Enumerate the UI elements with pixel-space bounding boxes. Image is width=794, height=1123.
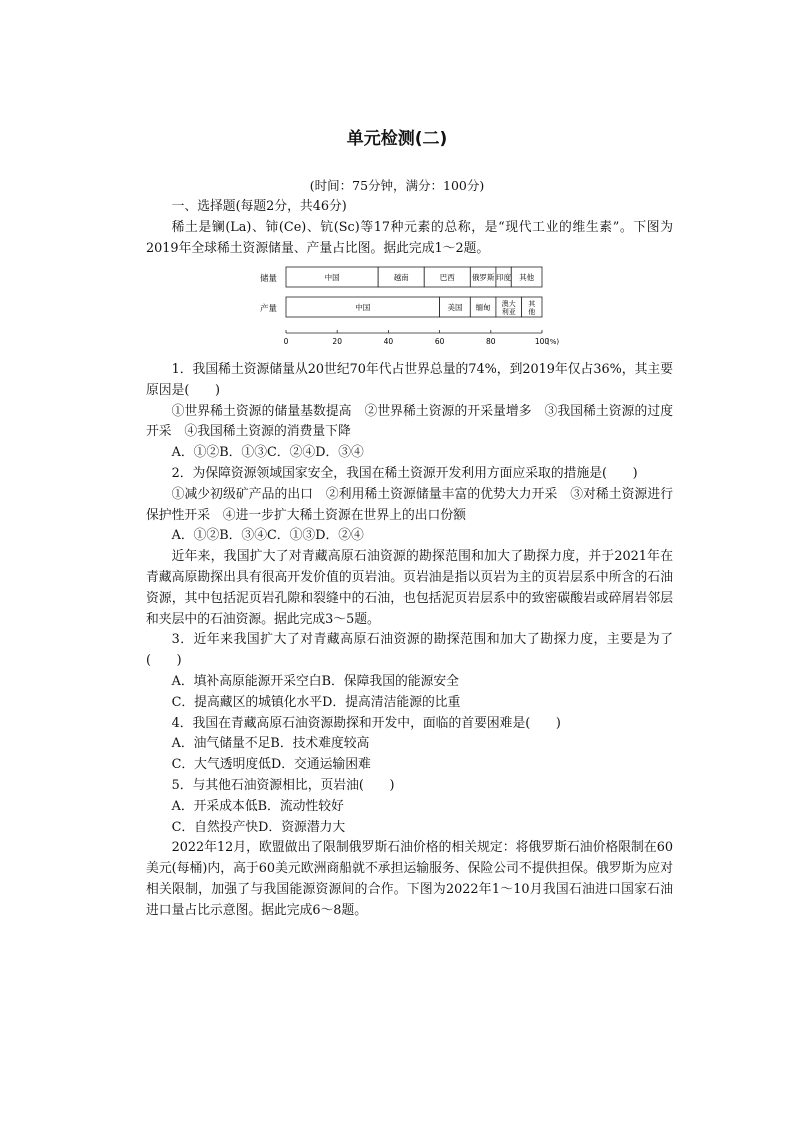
x-tick-label: 20 — [332, 337, 342, 346]
questions-block — [146, 360, 673, 922]
intro-paragraph-1: 稀土是镧(La)、铈(Ce)、钪(Sc)等17种元素的总称，是“现代工业的维生素”。下图为2019年全球稀土资源储量、产量占比图。据此完成1～2题。 — [146, 219, 673, 256]
x-axis-unit: (%) — [547, 338, 560, 346]
question-1-choices: A．①②B．①③C．②④D．③④ — [171, 445, 364, 461]
bar-label: 巴西 — [439, 273, 455, 282]
question-5: 5．与其他石油资源相比，页岩油( ) — [171, 777, 395, 793]
question-2-choices: A．①②B．③④C．①③D．②④ — [171, 528, 364, 544]
section-heading: 一、选择题(每题2分，共46分) — [171, 199, 347, 214]
question-2-statements: ①减少初级矿产品的出口 ②利用稀土资源储量丰富的优势大力开采 ③对稀土资源进行保护性开采 ④进一步扩大稀土资源在世界上的出口份额 — [146, 486, 673, 523]
bar-label: 中国 — [324, 273, 340, 282]
rare-earth-chart — [255, 264, 565, 354]
question-2: 2．为保障资源领域国家安全，我国在稀土资源开发利用方面应采取的措施是( ) — [171, 465, 638, 481]
question-3: 3．近年来我国扩大了对青藏高原石油资源的勘探范围和加大了勘探力度，主要是为了( ) — [146, 632, 673, 669]
question-3-choices-ab: A．填补高原能源开采空白B．保障我国的能源安全 — [171, 673, 459, 689]
page-title: 单元检测(二) — [346, 129, 448, 149]
intro-block — [146, 197, 673, 259]
question-4: 4．我国在青藏高原石油资源勘探和开发中，面临的首要困难是( ) — [171, 715, 561, 731]
time-note: (时间：75分钟，满分：100分) — [309, 178, 485, 193]
question-1: 1．我国稀土资源储量从20世纪70年代占世界总量的74%，到2019年仅占36%，其主要原因是( ) — [146, 362, 673, 398]
bar-label: 澳大 — [501, 300, 516, 308]
question-3-choices-cd: C．提高藏区的城镇化水平D．提高清洁能源的比重 — [171, 694, 461, 710]
question-4-choices-ab: A．油气储量不足B．技术难度较高 — [171, 736, 370, 752]
intro-paragraph-3: 2022年12月，欧盟做出了限制俄罗斯石油价格的相关规定：将俄罗斯石油价格限制在60美元(每桶)内，高于60美元欧洲商船就不承担运输服务、保险公司不提供担保。俄罗斯为应对相关限制，加强了与我国能源资源间的合作。下图为2022年1～10月我国石油进口国家石油进口量占比示意图。据此完成6～8题。 — [146, 840, 673, 918]
bar-label: 他 — [528, 308, 536, 316]
question-1-statements: ①世界稀土资源的储量基数提高 ②世界稀土资源的开采量增多 ③我国稀土资源的过度开采 ④我国稀土资源的消费量下降 — [146, 403, 673, 440]
question-4-choices-cd: C．大气透明度低D．交通运输困难 — [171, 757, 371, 773]
row-label-output: 产量 — [259, 304, 277, 314]
bar-label: 缅甸 — [475, 303, 491, 312]
x-tick-label: 60 — [434, 337, 445, 346]
bar-label: 印度 — [496, 273, 512, 282]
bar-label: 中国 — [355, 303, 371, 312]
question-5-choices-ab: A．开采成本低B．流动性较好 — [171, 798, 344, 814]
x-tick-label: 100 — [534, 337, 550, 346]
x-tick-label: 80 — [486, 337, 496, 346]
bar-label: 利亚 — [501, 308, 516, 316]
x-tick-label: 40 — [383, 337, 394, 346]
bar-label: 美国 — [447, 303, 463, 312]
row-label-reserve: 储量 — [259, 274, 277, 284]
bar-label: 俄罗斯 — [471, 273, 495, 282]
x-tick-label: 0 — [283, 337, 289, 346]
bar-label: 其 — [528, 300, 536, 308]
bar-label: 越南 — [393, 273, 409, 282]
question-5-choices-cd: C．自然投产快D．资源潜力大 — [171, 819, 346, 835]
intro-paragraph-2: 近年来，我国扩大了对青藏高原石油资源的勘探范围和加大了勘探力度，并于2021年在青藏高原勘探出具有很高开发价值的页岩油。页岩油是指以页岩为主的页岩层系中所含的石油资源，其中包括泥页岩孔隙和裂缝中的石油，也包括泥页岩层系中的致密碳酸岩或碎屑岩邻层和夹层中的石油资源。据此完成3～5题。 — [146, 549, 673, 627]
bar-label: 其他 — [519, 273, 535, 282]
